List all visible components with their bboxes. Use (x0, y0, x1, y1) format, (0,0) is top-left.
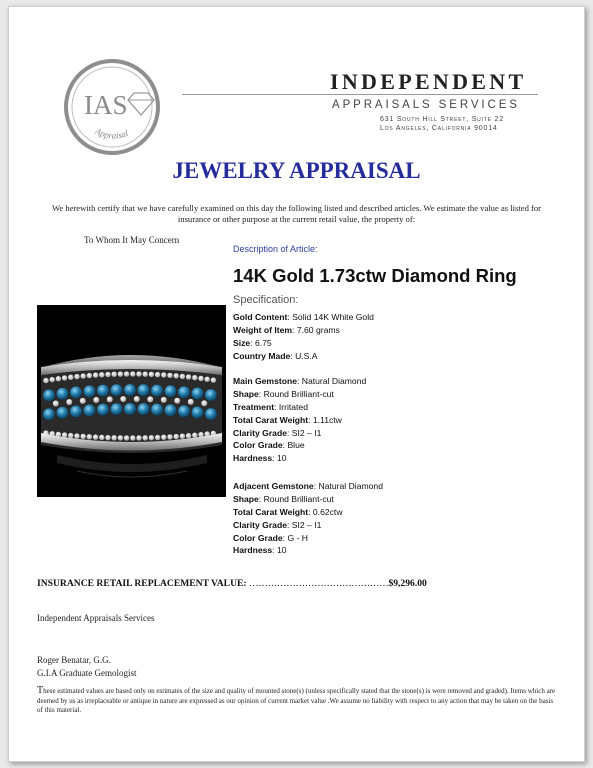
diamond-stone (110, 403, 122, 415)
diamond-stone (93, 397, 99, 403)
diamond-stone (118, 371, 124, 377)
spec-main-color: Color Grade: Blue (233, 440, 305, 451)
item-title: 14K Gold 1.73ctw Diamond Ring (233, 265, 517, 286)
diamond-stone (105, 372, 111, 378)
diamond-stone (130, 371, 136, 377)
adjacent-gemstone-specs (233, 480, 383, 557)
diamond-stone (93, 372, 99, 378)
diamond-stone (167, 434, 173, 440)
diamond-stone (180, 433, 186, 439)
header-divider (182, 94, 538, 95)
diamond-stone (74, 433, 80, 439)
diamond-stone (149, 371, 155, 377)
diamond-stone (186, 433, 192, 439)
diamond-stone (124, 403, 136, 415)
spec-main-shape: Shape: Round Brilliant-cut (233, 388, 334, 399)
diamond-stone (70, 405, 82, 417)
diamond-stone (130, 435, 136, 441)
diamond-stone (149, 435, 155, 441)
spec-main-hardness: Hardness: 10 (233, 453, 287, 464)
diamond-stone (151, 403, 163, 415)
diamond-stone (99, 435, 105, 441)
general-specs (233, 311, 374, 363)
diamond-stone (70, 386, 82, 398)
appraiser-name: Roger Benatar, G.G. (37, 655, 111, 665)
diamond-stone (43, 389, 55, 401)
company-name: INDEPENDENT (330, 69, 527, 94)
insurance-value-amount: $9,296.00 (388, 578, 427, 589)
diamond-stone (164, 404, 176, 416)
diamond-stone (68, 374, 74, 380)
spec-weight: Weight of Item: 7.60 grams (233, 324, 340, 335)
diamond-stone (124, 435, 130, 441)
diamond-stone (142, 371, 148, 377)
insurance-value-dots: ……………………………………… (249, 578, 389, 589)
diamond-stone (186, 374, 192, 380)
diamond-stone (164, 385, 176, 397)
diamond-stone (83, 385, 95, 397)
diamond-stone (124, 371, 130, 377)
diamond-stone (107, 396, 113, 402)
diamond-stone (155, 372, 161, 378)
appraiser-title: G.I.A Graduate Gemologist (37, 668, 137, 678)
spec-gold-content: Gold Content: Solid 14K White Gold (233, 312, 374, 322)
diamond-stone (80, 373, 86, 379)
spec-main-clarity: Clarity Grade: SI2 – I1 (233, 427, 322, 438)
main-gemstone-specs (233, 375, 366, 465)
diamond-stone (74, 374, 80, 380)
diamond-stone (87, 434, 93, 440)
spec-adjacent-carat: Total Carat Weight: 0.62ctw (233, 506, 343, 517)
svg-text:Appraisal (93, 126, 130, 141)
diamond-stone (188, 399, 194, 405)
ias-logo (62, 57, 162, 157)
diamond-stone (147, 396, 153, 402)
spec-main-treatment: Treatment: Irritated (233, 401, 308, 412)
logo-subtext: Appraisal (93, 126, 130, 141)
diamond-stone (201, 400, 207, 406)
description-label: Description of Article: (233, 244, 318, 254)
diamond-stone (56, 407, 68, 419)
diamond-stone (204, 376, 210, 382)
diamond-stone (83, 404, 95, 416)
diamond-stone (161, 397, 167, 403)
diamond-stone (49, 377, 55, 383)
address-line-1: 631 South Hill Street, Suite 22 (380, 116, 504, 123)
insurance-value (37, 578, 427, 589)
preparer: Independent Appraisals Services (37, 613, 155, 623)
diamond-stone (134, 396, 140, 402)
diamond-stone (93, 434, 99, 440)
insurance-value-label: INSURANCE RETAIL REPLACEMENT VALUE: (37, 578, 247, 589)
disclaimer: These estimated values are based only on estimates of the size and quality of mounted stone(s) (unless specifically stated that the stone(s) is were removed and graded). Items which are deemed by us as irreplaceable or antique in nature are expressed as our opinion of current market value .We assume no liability with respect to any action that may be taken on the basis of this material. (37, 685, 556, 715)
spec-adjacent-hardness: Hardness: 10 (233, 545, 287, 556)
diamond-stone (161, 434, 167, 440)
spec-main-gemstone: Main Gemstone: Natural Diamond (233, 376, 367, 386)
spec-main-carat: Total Carat Weight: 1.11ctw (233, 414, 342, 425)
diamond-stone (80, 434, 86, 440)
diamond-stone (191, 406, 203, 418)
diamond-stone (43, 378, 49, 384)
diamond-stone (137, 384, 149, 396)
diamond-stone (66, 399, 72, 405)
diamond-stone (56, 388, 68, 400)
diamond-stone (174, 397, 180, 403)
diamond-stone (205, 389, 217, 401)
company-subtitle: APPRAISALS SERVICES (332, 99, 520, 111)
diamond-stone (161, 372, 167, 378)
diamond-stone (178, 405, 190, 417)
diamond-stone (205, 408, 217, 420)
specification-label: Specification: (233, 294, 299, 306)
spec-adjacent-clarity: Clarity Grade: SI2 – I1 (233, 519, 322, 530)
spec-adjacent-shape: Shape: Round Brilliant-cut (233, 493, 334, 504)
diamond-stone (99, 372, 105, 378)
diamond-stone (124, 384, 136, 396)
spec-size: Size: 6.75 (233, 337, 272, 348)
diamond-stone (211, 377, 217, 383)
recipient: To Whom It May Concern (84, 235, 180, 245)
diamond-stone (53, 400, 59, 406)
diamond-stone (173, 434, 179, 440)
diamond-stone (87, 373, 93, 379)
diamond-stone (68, 433, 74, 439)
diamond-stone (105, 435, 111, 441)
diamond-stone (198, 376, 204, 382)
diamond-stone (192, 432, 198, 438)
diamond-stone (136, 435, 142, 441)
page-title: JEWELRY APPRAISAL (172, 158, 421, 183)
diamond-stone (118, 435, 124, 441)
diamond-stone (180, 373, 186, 379)
diamond-stone (43, 408, 55, 420)
diamond-stone (167, 372, 173, 378)
address-line-2: Los Angeles, California 90014 (380, 125, 498, 132)
spec-country: Country Made: U.S.A (233, 350, 318, 361)
diamond-stone (120, 396, 126, 402)
diamond-stone (173, 373, 179, 379)
diamond-stone (62, 375, 68, 381)
diamond-stone (111, 371, 117, 377)
spec-adjacent-color: Color Grade: G - H (233, 532, 308, 543)
diamond-stone (97, 403, 109, 415)
diamond-stone (191, 387, 203, 399)
diamond-stone (142, 435, 148, 441)
spec-adjacent-gemstone: Adjacent Gemstone: Natural Diamond (233, 481, 383, 491)
ring-photo (37, 305, 226, 497)
diamond-stone (110, 384, 122, 396)
diamond-stone (80, 398, 86, 404)
diamond-stone (56, 376, 62, 382)
diamond-stone (111, 435, 117, 441)
diamond-stone (137, 403, 149, 415)
logo-text: IAS (84, 90, 128, 120)
diamond-stone (155, 435, 161, 441)
diamond-stone (97, 384, 109, 396)
diamond-stone (192, 375, 198, 381)
diamond-stone (136, 371, 142, 377)
diamond-stone (151, 384, 163, 396)
diamond-stone (178, 386, 190, 398)
certification-text: We herewith certify that we have carefully examined on this day the following listed and described articles. We estimate the value as listed for insurance or other purpose at the current retail value, the property of: (51, 203, 542, 224)
